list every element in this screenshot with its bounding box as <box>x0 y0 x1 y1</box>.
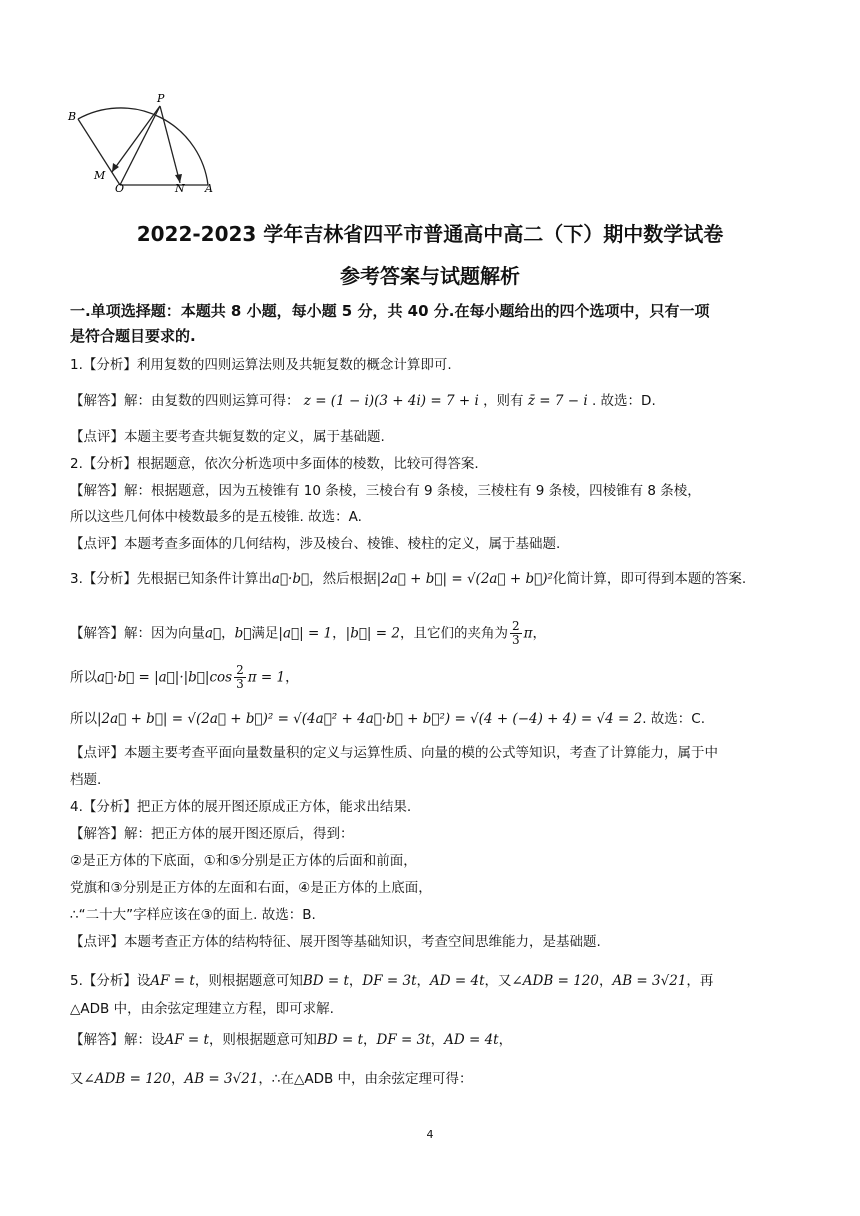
label-N: N <box>175 182 185 192</box>
q3-ans3-math: |2a⃗ + b⃗| = √(2a⃗ + b⃗)² = √(4a⃗² + 4a⃗·b⃗ + b⃗²) = √(4 + (−4) + 4) = √4 = 2 <box>97 711 643 727</box>
q5-analysis-text-f: ， <box>598 973 613 989</box>
q5-answer-line2 <box>70 1070 794 1088</box>
section-heading-line2: 是符合题目要求的. <box>70 327 196 345</box>
q5-analysis-math3: DF = 3t <box>362 973 417 989</box>
q3-ans1-text-d: ， <box>332 625 346 642</box>
q3-analysis-text-b: ，然后根据 <box>309 571 377 587</box>
q4-answer-line2: ②是正方体的下底面，①和⑤分别是正方体的后面和前面， <box>70 853 417 869</box>
q1-comment: 【点评】本题主要考查共轭复数的定义，属于基础题. <box>70 429 385 445</box>
q3-ans3-text-a: 所以 <box>70 711 97 727</box>
q5-analysis-text-c: ， <box>348 973 363 989</box>
q1-answer-mid: ，则有 <box>483 393 524 409</box>
q1-answer-suffix: . 故选：D. <box>591 393 656 409</box>
q4-answer-line3: 党旗和③分别是正方体的左面和右面，④是正方体的上底面， <box>70 880 432 896</box>
sector-diagram <box>64 92 234 192</box>
q5-answer-text-d: ， <box>430 1032 445 1048</box>
q3-ans2-fraction <box>234 664 246 691</box>
q5-analysis-text-a: 5.【分析】设 <box>70 973 151 989</box>
q2-analysis: 2.【分析】根据题意，依次分析选项中多面体的棱数，比较可得答案. <box>70 456 479 472</box>
vector-PN <box>160 106 180 183</box>
q5-answer2-text-a: 又 <box>70 1071 84 1087</box>
q5-answer-text-b: ，则根据题意可知 <box>208 1032 317 1048</box>
q5-answer2-text-b: ， <box>170 1071 185 1087</box>
q5-answer-line1 <box>70 1031 794 1049</box>
q3-analysis-math2: |2a⃗ + b⃗| = √(2a⃗ + b⃗)² <box>376 571 553 587</box>
q3-ans1-text-e: ，且它们的夹角为 <box>399 625 508 642</box>
q1-answer-math2: z̄ = 7 − i <box>527 393 588 409</box>
label-O: O <box>115 182 125 192</box>
q3-ans2-text-b: ， <box>285 669 299 686</box>
fraction-numerator: 2 <box>511 619 520 633</box>
q5-answer-math4: AD = 4t <box>444 1032 499 1048</box>
q4-analysis: 4.【分析】把正方体的展开图还原成正方体，能求出结果. <box>70 799 412 815</box>
fraction-denominator: 3 <box>511 633 520 647</box>
q3-ans2-text-a: 所以 <box>70 669 97 686</box>
q5-analysis-math4: AD = 4t <box>430 973 485 989</box>
q3-analysis <box>70 570 794 588</box>
q5-analysis-math6: AB = 3√21 <box>612 973 687 989</box>
q1-answer-math: z = (1 − i)(3 + 4i) = 7 + i <box>303 393 479 409</box>
q5-answer-text-e: ， <box>498 1032 513 1048</box>
q3-comment-line1: 【点评】本题主要考查平面向量数量积的定义与运算性质、向量的模的公式等知识，考查了计算能力，属于中 <box>70 745 718 761</box>
q5-analysis-math1: AF = t <box>150 973 195 989</box>
label-A: A <box>205 182 213 192</box>
segment-PO <box>120 106 160 185</box>
document-subtitle: 参考答案与试题解析 <box>340 264 520 288</box>
q5-answer-math2: BD = t <box>316 1032 364 1048</box>
q3-ans1-math3: |a⃗| = 1 <box>278 625 333 642</box>
q3-ans1-math5: π <box>523 625 533 642</box>
q3-ans1-text-b: ， <box>221 625 235 642</box>
q5-answer2-text-c: ，∴在△ADB 中，由余弦定理可得： <box>258 1071 473 1087</box>
q4-answer-line4: ∴“二十大”字样应该在③的面上. 故选：B. <box>70 907 316 923</box>
q3-analysis-text-c: 化简计算，即可得到本题的答案. <box>552 571 747 587</box>
q3-ans1-math2: b⃗ <box>234 625 252 642</box>
q3-answer-line2 <box>70 664 794 691</box>
q5-answer-text-c: ， <box>363 1032 377 1048</box>
q3-ans1-text-a: 【解答】解：因为向量 <box>70 625 205 642</box>
section-heading-line1: 一.单项选择题：本题共 8 小题，每小题 5 分，共 40 分.在每小题给出的四个选项中，只有一项 <box>70 302 710 320</box>
q5-analysis-text-g: ，再 <box>686 973 714 989</box>
q5-answer2-math2: AB = 3√21 <box>184 1071 259 1087</box>
q5-answer-text-a: 【解答】解：设 <box>70 1032 165 1048</box>
q3-answer-line3 <box>70 710 794 728</box>
q3-ans2-math1: a⃗·b⃗ = |a⃗|·|b⃗|cos <box>97 669 233 686</box>
q5-analysis-math5: ∠ADB = 120 <box>511 973 599 989</box>
fraction-denominator: 3 <box>236 677 244 691</box>
q5-analysis-text-b: ，则根据题意可知 <box>194 973 303 989</box>
label-M: M <box>94 169 106 182</box>
label-P: P <box>157 92 165 105</box>
vector-PM <box>112 106 160 172</box>
q3-comment-line2: 档题. <box>70 772 102 788</box>
q4-comment: 【点评】本题考查正方体的结构特征、展开图等基础知识，考查空间思维能力，是基础题. <box>70 934 601 950</box>
document-title: 2022-2023 学年吉林省四平市普通高中高二（下）期中数学试卷 <box>136 222 724 246</box>
q3-ans1-fraction <box>510 620 522 647</box>
q5-analysis-math2: BD = t <box>302 973 349 989</box>
q2-answer-line2: 所以这些几何体中棱数最多的是五棱锥. 故选：A. <box>70 509 362 525</box>
q5-analysis-line2: △ADB 中，由余弦定理建立方程，即可求解. <box>70 1001 334 1017</box>
q1-analysis: 1.【分析】利用复数的四则运算法则及共轭复数的概念计算即可. <box>70 357 452 373</box>
q1-answer-prefix: 【解答】解：由复数的四则运算可得： <box>70 393 300 409</box>
q3-ans3-text-b: . 故选：C. <box>642 711 706 727</box>
q3-ans1-math4: |b⃗| = 2 <box>345 625 400 642</box>
fraction-numerator: 2 <box>236 663 244 677</box>
q3-ans2-math2: π = 1 <box>247 669 286 686</box>
q5-analysis-text-e: ，又 <box>484 973 512 989</box>
q3-ans1-math1: a⃗ <box>205 625 222 642</box>
q5-answer-math1: AF = t <box>164 1032 209 1048</box>
q3-ans1-text-c: 满足 <box>251 625 279 642</box>
q2-comment: 【点评】本题考查多面体的几何结构，涉及棱台、棱锥、棱柱的定义，属于基础题. <box>70 536 561 552</box>
q5-analysis-line1 <box>70 972 794 990</box>
q5-answer-math3: DF = 3t <box>376 1032 431 1048</box>
q3-ans1-text-f: ， <box>532 625 546 642</box>
q3-answer-line1 <box>70 620 794 647</box>
q3-analysis-text-a: 3.【分析】先根据已知条件计算出 <box>70 571 272 587</box>
q5-analysis-text-d: ， <box>416 973 431 989</box>
q2-answer-line1: 【解答】解：根据题意，因为五棱锥有 10 条棱，三棱台有 9 条棱，三棱柱有 9 条棱，四棱锥有 8 条棱， <box>70 483 701 499</box>
q3-analysis-math1: a⃗·b⃗ <box>271 571 310 587</box>
q4-answer-line1: 【解答】解：把正方体的展开图还原后，得到： <box>70 826 354 842</box>
label-B: B <box>68 110 77 123</box>
q5-answer2-math1: ∠ADB = 120 <box>83 1071 171 1087</box>
q1-answer <box>70 392 794 410</box>
page-number: 4 <box>426 1128 434 1141</box>
